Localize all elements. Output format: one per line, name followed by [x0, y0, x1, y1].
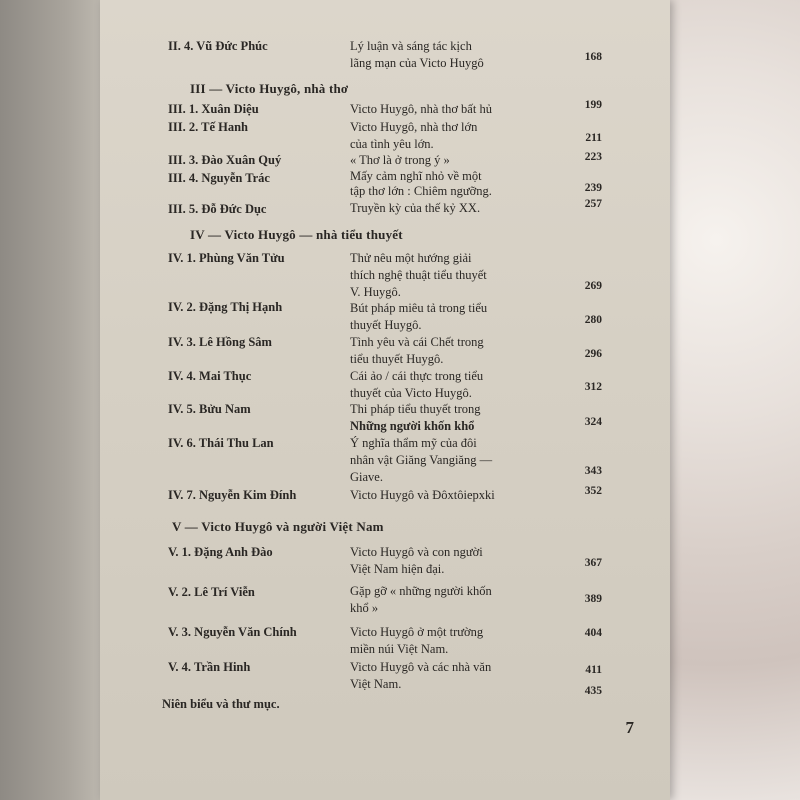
- toc-page-number: 343: [584, 465, 602, 477]
- toc-title: thích nghệ thuật tiểu thuyết: [350, 268, 487, 282]
- toc-page-number: 211: [585, 132, 602, 144]
- toc-author: III. 2. Tế Hanh: [168, 120, 249, 134]
- toc-title: Gặp gỡ « những người khốn: [350, 584, 492, 598]
- toc-title: Thử nêu một hướng giải: [350, 251, 472, 265]
- section-heading: V — Victo Huygô và người Việt Nam: [172, 519, 384, 534]
- toc-page-number: 435: [584, 685, 602, 697]
- toc-page-number: 411: [585, 664, 602, 676]
- toc-author: III. 1. Xuân Diệu: [168, 102, 259, 116]
- toc-title: lãng mạn của Victo Huygô: [350, 56, 484, 70]
- toc-title: nhân vật Giăng Vangiăng —: [350, 453, 493, 467]
- toc-author: V. 3. Nguyễn Văn Chính: [168, 625, 297, 639]
- toc-page-number: 223: [584, 151, 602, 163]
- toc-author: V. 1. Đặng Anh Đào: [168, 545, 273, 559]
- toc-title: tiểu thuyết Huygô.: [350, 352, 444, 366]
- toc-title: Victo Huygô và các nhà văn: [350, 660, 492, 674]
- book-page: [100, 0, 670, 800]
- toc-title: Cái ảo / cái thực trong tiểu: [350, 369, 484, 383]
- toc-author: V. 4. Trần Hinh: [168, 660, 251, 674]
- toc-title: của tình yêu lớn.: [350, 137, 434, 151]
- toc-title: Victo Huygô và Đôxtôiepxki: [350, 488, 495, 502]
- toc-page-number: 257: [584, 198, 602, 210]
- toc-title: Ý nghĩa thẩm mỹ của đôi: [350, 436, 477, 450]
- folio-page-number: 7: [625, 718, 634, 737]
- toc-author: IV. 6. Thái Thu Lan: [168, 436, 274, 450]
- toc-page-number: 312: [584, 381, 602, 393]
- toc-title: khổ »: [350, 601, 379, 615]
- toc-author: III. 3. Đào Xuân Quý: [168, 153, 282, 167]
- toc-title: Victo Huygô và con người: [350, 545, 483, 559]
- toc-title: Tình yêu và cái Chết trong: [350, 335, 484, 349]
- toc-page-number: 280: [584, 314, 602, 326]
- toc-author: IV. 4. Mai Thục: [168, 369, 252, 383]
- toc-author: III. 5. Đỗ Đức Dục: [168, 202, 267, 216]
- toc-page-number: 199: [584, 99, 602, 111]
- toc-title: Victo Huygô ở một trường: [350, 625, 484, 639]
- toc-page-number: 367: [584, 557, 602, 569]
- toc-author: IV. 3. Lê Hồng Sâm: [168, 335, 272, 349]
- toc-author: IV. 7. Nguyễn Kim Đính: [168, 488, 297, 502]
- toc-page-number: 296: [584, 348, 602, 360]
- toc-author: V. 2. Lê Trí Viễn: [168, 585, 255, 599]
- toc-page-number: 389: [584, 593, 602, 605]
- toc-page-number: 269: [584, 280, 602, 292]
- toc-page-number: 352: [584, 485, 602, 497]
- toc-title: miền núi Việt Nam.: [350, 642, 449, 656]
- section-heading: III — Victo Huygô, nhà thơ: [190, 81, 349, 96]
- toc-page-number: 324: [584, 416, 602, 428]
- toc-title: V. Huygô.: [350, 285, 401, 299]
- background-left: [0, 0, 110, 800]
- section-heading: IV — Victo Huygô — nhà tiểu thuyết: [190, 227, 403, 242]
- toc-title: Thi pháp tiểu thuyết trong: [350, 402, 481, 416]
- toc-title: Victo Huygô, nhà thơ bất hủ: [350, 102, 492, 116]
- toc-author: IV. 5. Bửu Nam: [168, 402, 251, 416]
- toc-title: Giave.: [350, 470, 383, 484]
- toc-title: Việt Nam hiện đại.: [350, 562, 445, 576]
- toc-page-number: 168: [584, 51, 602, 63]
- bibliography-entry: Niên biểu và thư mục.: [162, 697, 280, 711]
- toc-title: Victo Huygô, nhà thơ lớn: [350, 120, 478, 134]
- toc-author: IV. 2. Đặng Thị Hạnh: [168, 300, 283, 314]
- toc-page-number: 404: [584, 627, 602, 639]
- toc-title: Mấy cảm nghĩ nhỏ về một: [350, 169, 482, 183]
- toc-title: Việt Nam.: [350, 677, 402, 691]
- toc-title: [350, 185, 492, 198]
- toc-author: IV. 1. Phùng Văn Tửu: [168, 251, 285, 265]
- toc-title: thuyết Huygô.: [350, 318, 422, 332]
- toc-title: Những người khốn khổ: [350, 419, 475, 433]
- toc-title: « Thơ là ở trong ý »: [350, 153, 450, 167]
- toc-title: Truyền kỳ của thế kỷ XX.: [350, 201, 481, 215]
- background-fabric: [660, 0, 800, 800]
- toc-page-number: 239: [584, 182, 602, 194]
- toc-title: Lý luận và sáng tác kịch: [350, 39, 472, 53]
- toc-author: II. 4. Vũ Đức Phúc: [168, 39, 268, 53]
- toc-author: III. 4. Nguyễn Trác: [168, 171, 270, 185]
- toc-title: Bút pháp miêu tả trong tiểu: [350, 301, 488, 315]
- toc-title: thuyết của Victo Huygô.: [350, 386, 472, 400]
- toc-title-line: tập thơ lớn : Chiêm ngưỡng.: [350, 184, 492, 198]
